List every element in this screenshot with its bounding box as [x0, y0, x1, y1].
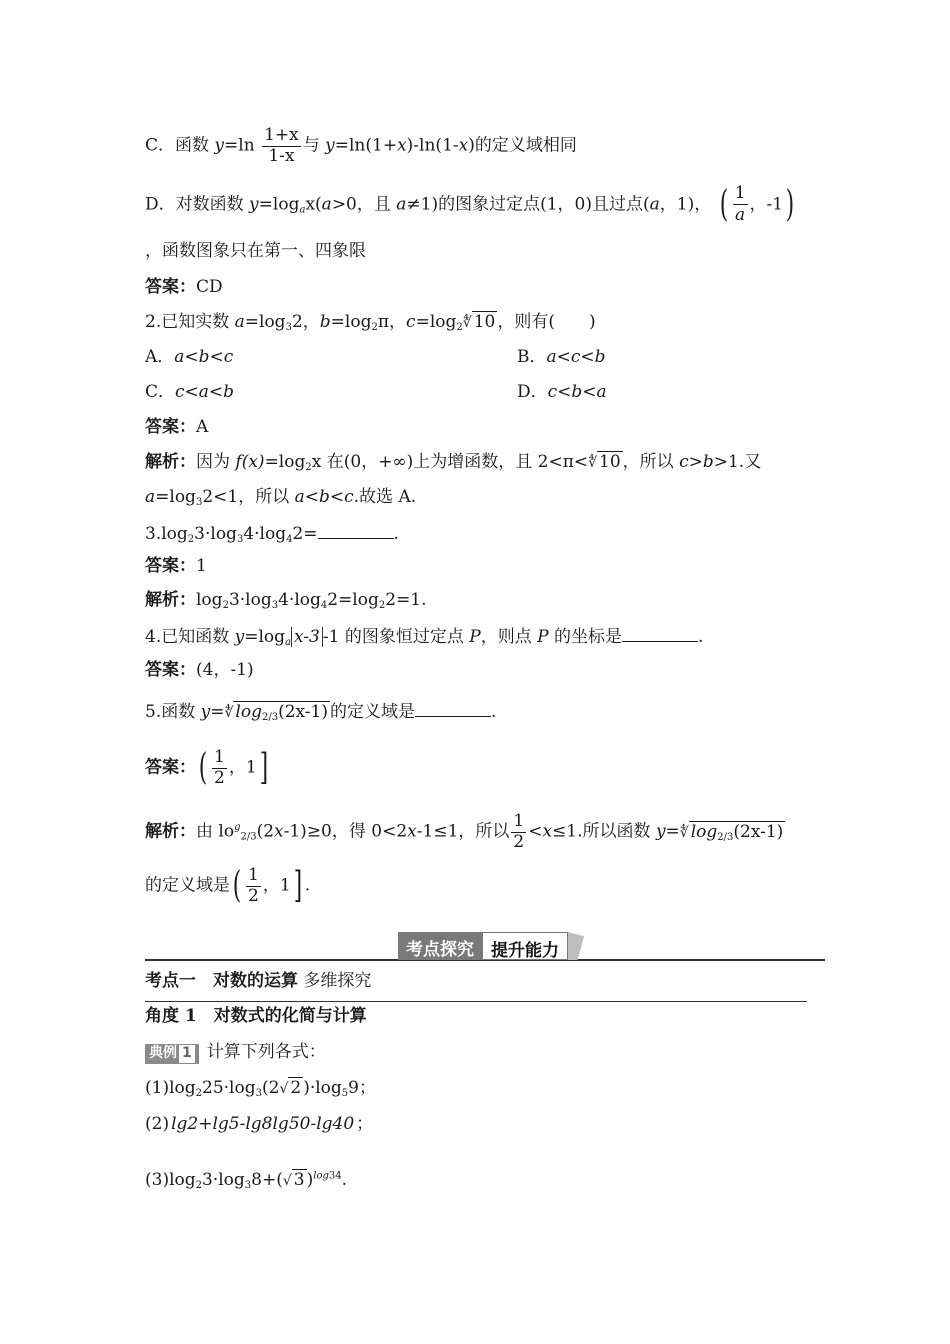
exercise-1: $(1)\log_225\cdot\log_3(2√$ 2 )$\cdot\log_59$；	[145, 1078, 376, 1099]
exercise-2: (2) lg2+lg5-lg8lg50-lg40 ；	[145, 1114, 374, 1135]
solution-2-line1: 解析：因为 $f(x)=\log_2x$ 在(0，+∞)上为增函数，且 2<π<∜ 10 ，所以 c>b>1.又	[145, 452, 762, 473]
q2-option-d: D．c<b<a	[517, 382, 607, 402]
exercise-3: $(3)\log_23\cdot\log_38+(√$ 3 )$^{log34}$.	[145, 1170, 348, 1191]
q2-option-c: C．c<a<b	[145, 382, 235, 402]
question-3: $3.\log_23\cdot\log_34\cdot\log_42=$ .	[145, 524, 399, 545]
banner-decoration	[568, 932, 584, 960]
answer-3: 答案：1	[145, 556, 207, 576]
banner-left: 考点探究	[398, 932, 482, 960]
solution-3: 解析：$\log_23\cdot\log_34\cdot\log_42=\log_22=1$.	[145, 590, 427, 611]
question-5: 5.函数 y=∜ $\log_{2/3}(2x-1)$ 的定义域是 .	[145, 702, 497, 723]
answer-1: 答案：CD	[145, 277, 223, 297]
option-d: D．对数函数 $y=\log_ax(a>0$，且 a≠1)的图象过定点(1，0)且过点(a，1)， ( $\frac{1}{a}$ ，-1)	[145, 183, 795, 225]
question-2: 2.已知实数 $a=\log_32$，$b=\log_2\pi$，$c=\log_2∜$ 10 ，则有( )	[145, 312, 596, 333]
banner-right: 提升能力	[482, 932, 568, 960]
answer-blank	[415, 700, 491, 717]
solution-5-line2: 的定义域是( $\frac{1}{2}$ ，1] .	[145, 865, 311, 907]
answer-5: 答案：( $\frac{1}{2}$ ，1]	[145, 747, 268, 789]
option-d-continued: ，函数图象只在第一、四象限	[145, 241, 366, 261]
option-c: C．函数 y=ln $\frac{1+x}{1-x}$ 与 y=ln(1+x)-ln(1-x)的定义域相同	[145, 125, 577, 166]
question-4: 4.已知函数 $y=\log_a$ x-3 -1 的图象恒过定点 P，则点 P 的坐标是 .	[145, 627, 704, 648]
q2-option-a: A．a<b<c	[145, 347, 234, 367]
section-heading: 考点一 对数的运算 多维探究	[145, 971, 372, 991]
solution-2-line2: $a=\log_32<1$，所以 a<b<c.故选 A.	[145, 487, 417, 508]
example-1: 典例 1 计算下列各式：	[145, 1042, 326, 1064]
angle-heading: 角度 1 对数式的化简与计算	[145, 1006, 367, 1026]
answer-blank	[622, 625, 698, 642]
answer-2: 答案：A	[145, 417, 209, 437]
q2-option-b: B．a<c<b	[517, 347, 606, 367]
section-banner	[398, 932, 584, 960]
answer-blank	[318, 522, 394, 539]
answer-4: 答案：(4，-1)	[145, 660, 254, 680]
fraction: $\frac{1+x}{1-x}$	[264, 125, 299, 166]
section-underline	[145, 1001, 807, 1002]
example-tag: 典例 1	[145, 1044, 199, 1064]
solution-5-line1: 解析：由 $lo^g_{2/3}(2x-1)\ge 0$，得 0<2x-1≤1，所以 $\frac{1}{2}$ <x≤1.所以函数 y=∜ $\log_{2/3}(2x-1)$	[145, 811, 784, 852]
